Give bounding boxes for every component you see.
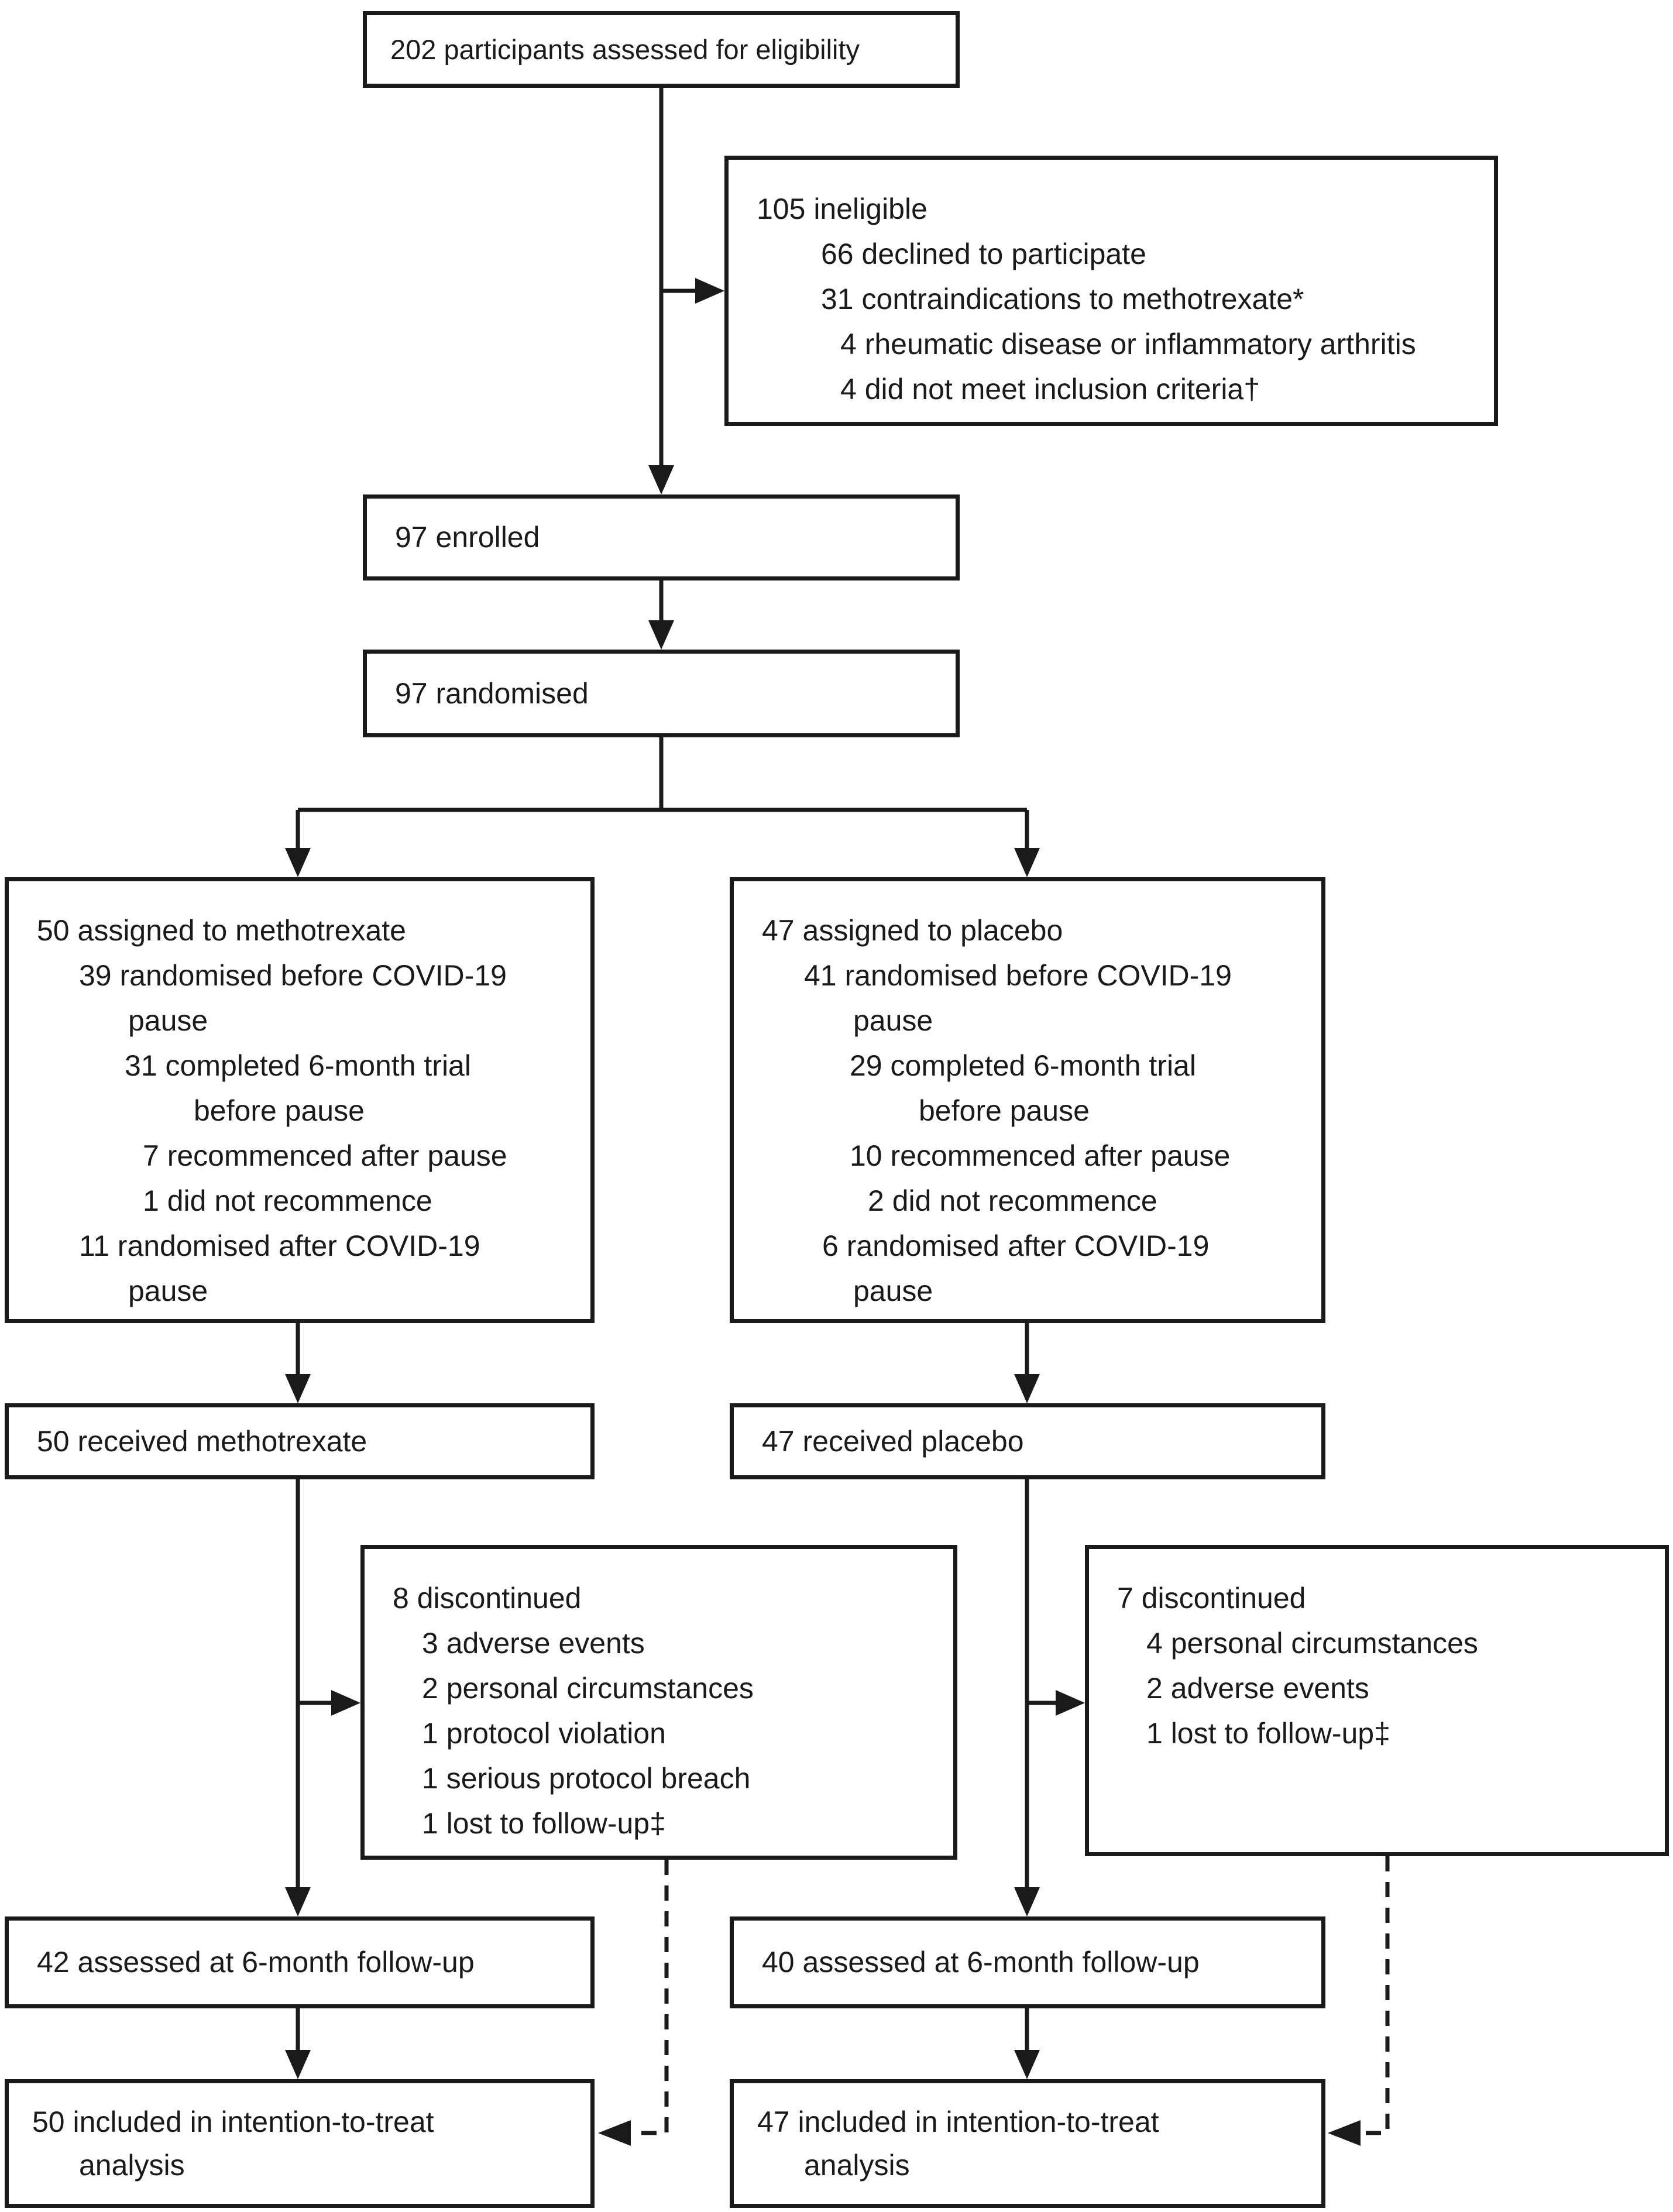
flow-box-line: before pause [194,1094,365,1127]
flow-box-line: pause [853,1004,933,1037]
flow-box-line: 7 discontinued [1117,1582,1306,1615]
arrowhead-right-icon [331,1690,360,1716]
box-assessed-placebo [730,1916,1325,2008]
flow-box-line: 10 recommenced after pause [850,1139,1231,1172]
flow-box-line: pause [853,1275,933,1307]
arrowhead-right-icon [1056,1690,1085,1716]
flow-box-line: 97 enrolled [395,521,540,554]
flow-box-line: 7 recommenced after pause [143,1139,507,1172]
box-itt-methotrexate [5,2079,595,2208]
arrowhead-left-icon [1328,2120,1361,2146]
flow-box-line: 11 randomised after COVID-19 [79,1229,480,1262]
dashed-discontinued-to-itt-methotrexate [632,1860,667,2133]
flow-box-line: 2 personal circumstances [422,1672,754,1705]
flow-box-line: 2 did not recommence [868,1184,1157,1217]
flow-box-line: before pause [919,1094,1090,1127]
flow-box-line: 66 declined to participate [821,238,1146,270]
box-eligibility [363,11,960,88]
flow-box-line: 4 rheumatic disease or inflammatory arthritis [840,328,1416,360]
box-received-methotrexate [5,1403,595,1479]
box-ineligible [724,156,1498,426]
box-discontinued-placebo [1085,1545,1669,1856]
arrowhead-down-icon [1014,848,1040,877]
arrowhead-down-icon [285,1887,311,1916]
flow-box-line: 4 did not meet inclusion criteria† [840,373,1260,406]
flow-box-line: 41 randomised before COVID-19 [804,959,1232,992]
flow-box-line: 8 discontinued [393,1582,582,1615]
arrowhead-down-icon [648,620,674,650]
flow-box-line: 40 assessed at 6-month follow-up [762,1946,1200,1979]
box-assigned-methotrexate [5,877,595,1323]
flow-box-line: pause [128,1004,208,1037]
flow-box-line: 47 received placebo [762,1424,1024,1458]
flow-box-line: 6 randomised after COVID-19 [822,1229,1210,1262]
flow-box-line: analysis [79,2149,185,2182]
flow-box-line: 2 adverse events [1146,1672,1369,1705]
flow-box-line: 4 personal circumstances [1146,1627,1478,1660]
arrowhead-down-icon [1014,1887,1040,1916]
flow-box-line: 47 included in intention-to-treat [757,2105,1159,2138]
flow-box-line: 3 adverse events [422,1627,645,1660]
flow-box-line: 39 randomised before COVID-19 [79,959,507,992]
arrowhead-left-icon [598,2120,631,2146]
flow-box-line: analysis [804,2149,910,2182]
arrowhead-down-icon [648,465,674,494]
flow-box-line: pause [128,1275,208,1307]
arrowhead-down-icon [1014,1374,1040,1403]
arrowhead-right-icon [695,278,724,304]
split-randomised-to-groups [298,737,1027,849]
flow-box-line: 1 lost to follow-up‡ [1146,1717,1390,1750]
box-itt-placebo [730,2079,1325,2208]
flow-box-line: 31 completed 6-month trial [125,1049,471,1082]
box-received-placebo [730,1403,1325,1479]
flow-box-line: 1 did not recommence [143,1184,432,1217]
flow-box-line: 31 contraindications to methotrexate* [821,283,1304,315]
flow-box-line: 202 participants assessed for eligibility [390,34,860,65]
arrowhead-down-icon [285,848,311,877]
flow-box-line: 97 randomised [395,676,589,710]
box-discontinued-methotrexate [360,1545,957,1860]
arrowhead-down-icon [285,1374,311,1403]
box-assessed-methotrexate [5,1916,595,2008]
flow-box-line: 50 included in intention-to-treat [32,2105,434,2138]
flow-box-line: 1 protocol violation [422,1717,666,1750]
arrowhead-down-icon [1014,2050,1040,2079]
flow-box-line: 1 lost to follow-up‡ [422,1807,666,1840]
flow-box-line: 105 ineligible [757,193,927,225]
flow-box-line: 47 assigned to placebo [762,914,1063,947]
flow-box-line: 1 serious protocol breach [422,1762,751,1795]
box-enrolled [363,494,960,581]
flow-box-line: 50 assigned to methotrexate [37,914,406,947]
dashed-discontinued-to-itt-placebo [1363,1856,1387,2133]
flow-box-line: 29 completed 6-month trial [850,1049,1196,1082]
arrowhead-down-icon [285,2050,311,2079]
flow-box-line: 42 assessed at 6-month follow-up [37,1946,475,1979]
box-assigned-placebo [730,877,1325,1323]
box-randomised [363,650,960,737]
flow-box-line: 50 received methotrexate [37,1424,367,1458]
